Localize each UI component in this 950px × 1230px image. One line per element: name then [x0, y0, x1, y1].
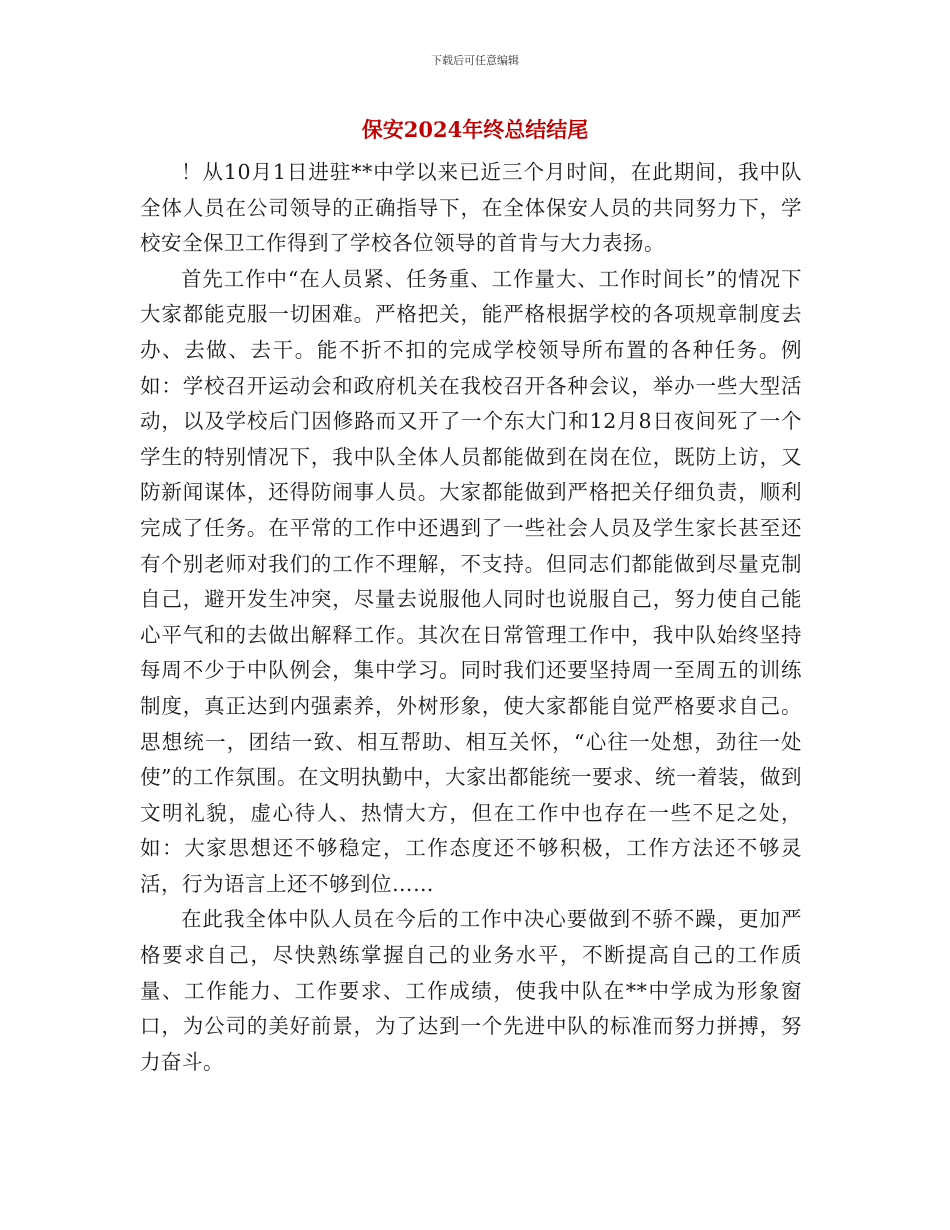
- document-title: 保安2024年终总结结尾: [361, 117, 589, 142]
- paragraph-intro: ！从10月1日进驻**中学以来已近三个月时间，在此期间，我中队全体人员在公司领导的正确指导下，在全体保安人员的共同努力下，学校安全保卫工作得到了学校各位领导的首肯与大力表扬。: [140, 160, 802, 256]
- paragraph-conclusion: 在此我全体中队人员在今后的工作中决心要做到不骄不躁，更加严格要求自己，尽快熟练掌握自己的业务水平，不断提高自己的工作质量、工作能力、工作要求、工作成绩，使我中队在**中学成为形象窗口，为公司的美好前景，为了达到一个先进中队的标准而努力拼搏，努力奋斗。: [140, 907, 802, 1074]
- header-note: 下载后可任意编辑: [431, 54, 519, 67]
- document-body: [140, 155, 802, 1080]
- paragraph-main: 首先工作中“在人员紧、任务重、工作量大、工作时间长”的情况下大家都能克服一切困难。严格把关，能严格根据学校的各项规章制度去办、去做、去干。能不折不扣的完成学校领导所布置的各种任务。例如：学校召开运动会和政府机关在我校召开各种会议，举办一些大型活动，以及学校后门因修路而又开了一个东大门和12月8日夜间死了一个学生的特别情况下，我中队全体人员都能做到在岗在位，既防上访，又防新闻谋体，还得防闹事人员。大家都能做到严格把关仔细负责，顺利完成了任务。在平常的工作中还遇到了一些社会人员及学生家长甚至还有个别老师对我们的工作不理解，不支持。但同志们都能做到尽量克制自己，避开发生冲突，尽量去说服他人同时也说服自己，努力使自己能心平气和的去做出解释工作。其次在日常管理工作中，我中队始终坚持每周不少于中队例会，集中学习。同时我们还要坚持周一至周五的训练制度，真正达到内强素养，外树形象，使大家都能自觉严格要求自己。思想统一，团结一致、相互帮助、相互关怀，“心往一处想，劲往一处使”的工作氛围。在文明执勤中，大家出都能统一要求、统一着装，做到文明礼貌，虚心待人、热情大方，但在工作中也存在一些不足之处，如：大家思想还不够稳定，工作态度还不够积极，工作方法还不够灵活，行为语言上还不够到位……: [140, 266, 802, 896]
